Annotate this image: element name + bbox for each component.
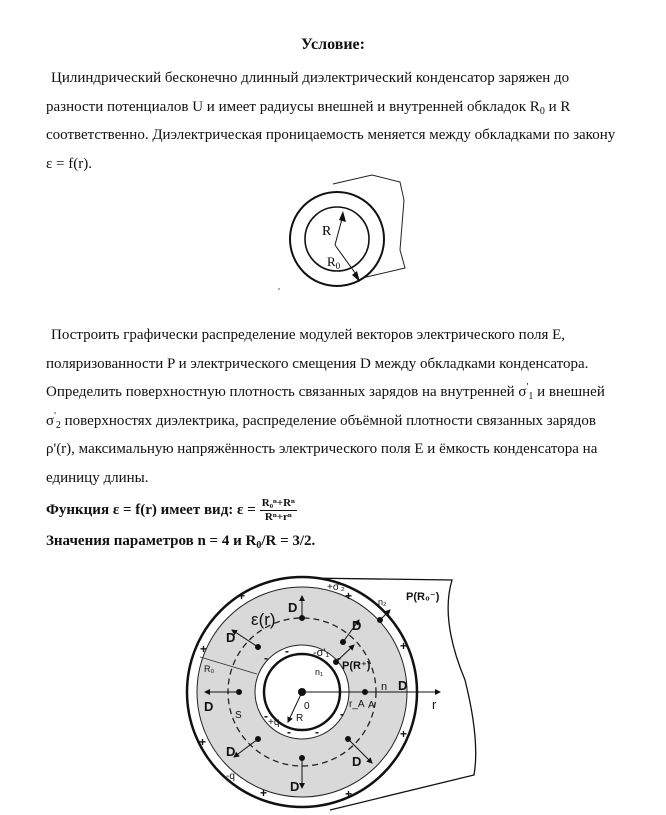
- svg-text:+: +: [400, 639, 408, 653]
- D-vector-label: D: [290, 779, 300, 794]
- statement-line-1: Цилиндрический бесконечно длинный диэлектрический конденсатор заряжен до: [51, 70, 570, 86]
- normal-n-label: n: [381, 681, 388, 693]
- subscript: 2: [55, 419, 61, 431]
- task-line-3-end: и внешней: [533, 384, 605, 400]
- svg-text:-: -: [287, 725, 291, 739]
- svg-text:+: +: [400, 727, 408, 741]
- params-text-end: /R = 3/2.: [261, 533, 316, 549]
- point-A-label: A: [368, 700, 375, 711]
- svg-text:+: +: [200, 642, 208, 656]
- plus-q-label: +q: [268, 717, 280, 728]
- section-title: Условие:: [301, 36, 365, 53]
- task-line-6: единицу длины.: [46, 469, 149, 486]
- svg-text:-: -: [264, 651, 268, 665]
- task-line-5: ρ'(r), максимальную напряжённость электрического поля E и ёмкость конденсатора на: [46, 441, 598, 457]
- r-axis-label: r: [432, 697, 437, 712]
- D-vector-label: D: [398, 678, 408, 693]
- task-line-3: Определить поверхностную плотность связанных зарядов на внутренней σ: [46, 384, 527, 400]
- sigma2-label: +σ'₂: [327, 582, 345, 593]
- params-text: Значения параметров n = 4 и R: [46, 533, 257, 549]
- svg-text:-: -: [285, 644, 289, 658]
- D-vector-label: D: [226, 744, 236, 759]
- subscript: 0: [256, 540, 262, 551]
- svg-text:+: +: [345, 787, 353, 801]
- normal-n1-label: n₁: [315, 667, 324, 677]
- svg-text:+: +: [345, 589, 353, 603]
- rA-label: r_A: [349, 699, 365, 710]
- task-line-1: Построить графически распределение модулей векторов электрического поля E,: [51, 327, 566, 343]
- surface-S-label: S: [235, 710, 242, 721]
- svg-text:-: -: [340, 707, 344, 721]
- svg-text:-: -: [337, 651, 341, 665]
- svg-text:+: +: [199, 735, 207, 749]
- superscript: ': [54, 410, 56, 422]
- svg-text:+: +: [260, 786, 268, 800]
- D-vector-label: D: [288, 600, 298, 615]
- D-vector-label: D: [352, 618, 362, 633]
- R0-label: R₀: [204, 664, 215, 674]
- statement-line-2: разности потенциалов U и имеет радиусы внешней и внутренней обкладок R: [46, 98, 540, 115]
- svg-text:-: -: [264, 709, 268, 723]
- P-inner-label: P(R⁺): [342, 660, 371, 672]
- formula-denominator: Rⁿ+rⁿ: [264, 511, 292, 523]
- formula-numerator: R₀ⁿ+Rⁿ: [261, 497, 295, 509]
- outer-radius-label: $R_0$: [327, 254, 341, 271]
- statement-line-4: ε = f(r).: [46, 155, 92, 172]
- svg-text:-: -: [315, 725, 319, 739]
- subscript: 1: [528, 391, 534, 402]
- D-vector-label: D: [226, 630, 236, 645]
- P-outer-label: P(R₀⁻): [406, 591, 440, 603]
- minus-q-label: -q: [226, 771, 235, 782]
- sigma1-label: -σ'₁: [313, 647, 330, 659]
- R-label: R: [296, 713, 304, 724]
- center-O-label: 0: [304, 701, 310, 712]
- task-line-4: поверхностях диэлектрика, распределение объёмной плотности связанных зарядов: [60, 412, 596, 429]
- subscript: 0: [539, 105, 545, 117]
- statement-line-2-end: и R: [544, 98, 571, 115]
- normal-n2-label: n₂: [378, 597, 387, 607]
- superscript: ': [526, 382, 529, 393]
- function-prefix: Функция ε = f(r) имеет вид: ε =: [46, 502, 256, 518]
- inner-radius-label: R: [322, 224, 332, 239]
- statement-line-3: соответственно. Диэлектрическая проницаемость меняется между обкладками по закону: [46, 127, 616, 143]
- task-line-2: поляризованности P и электрического смещения D между обкладками конденсатора.: [46, 355, 589, 372]
- svg-text:+: +: [238, 589, 246, 603]
- epsilon-r-label: ε(r): [251, 610, 276, 629]
- task-line-4-sigma: σ: [46, 412, 55, 429]
- D-vector-label: D: [204, 699, 214, 714]
- D-vector-label: D: [352, 754, 362, 769]
